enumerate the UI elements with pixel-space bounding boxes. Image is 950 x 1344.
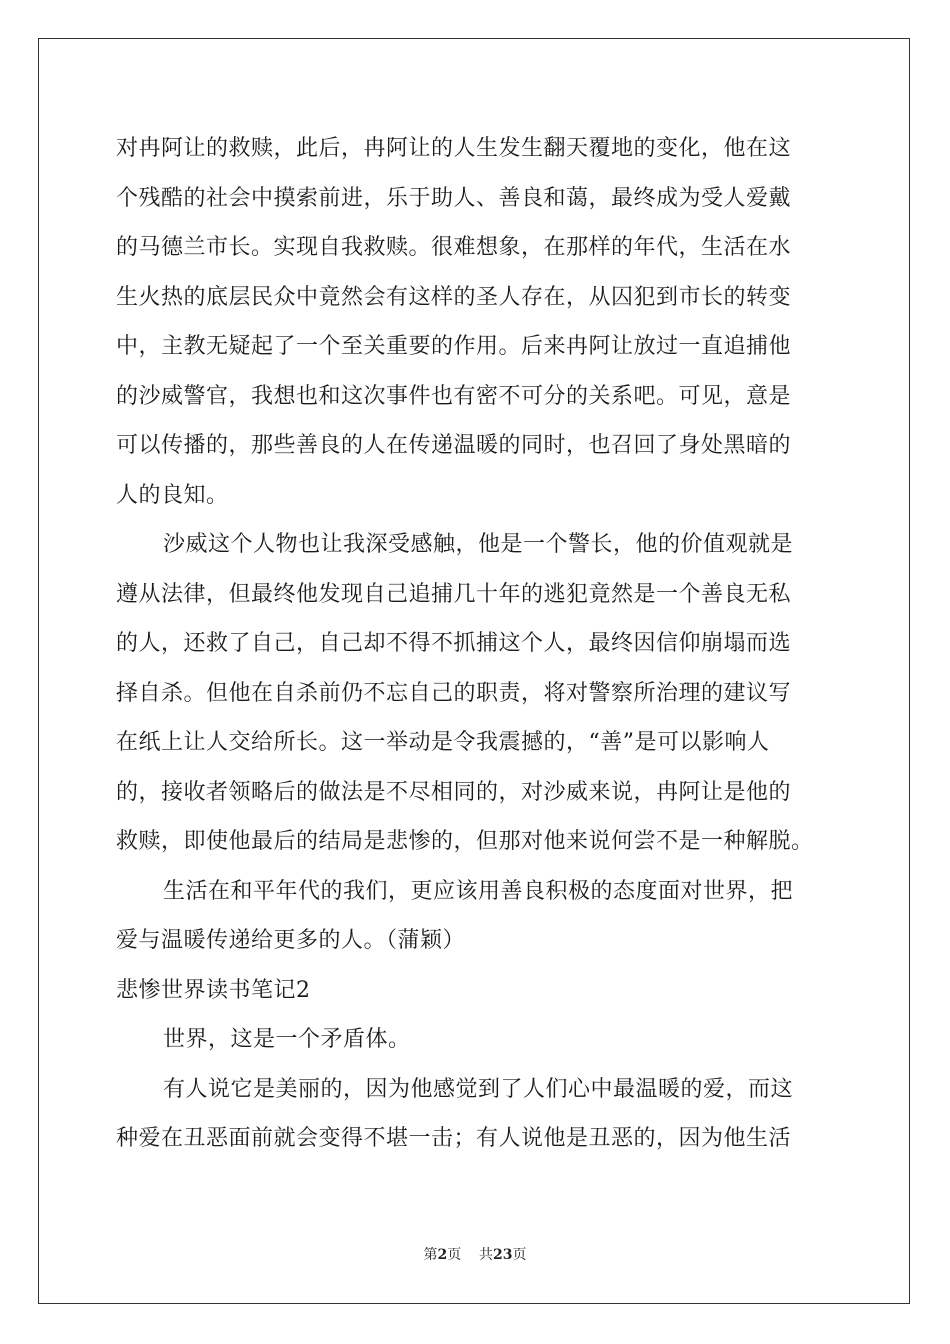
text-line: 择自杀。但他在自杀前仍不忘自己的职责，将对警察所治理的建议写 <box>116 680 792 706</box>
page-prefix: 第 <box>423 1247 438 1263</box>
total-pages: 23 <box>493 1247 513 1263</box>
text-line: 生火热的底层民众中竟然会有这样的圣人存在，从囚犯到市长的转变 <box>116 284 792 310</box>
text-line: 有人说它是美丽的，因为他感觉到了人们心中最温暖的爱，而这 <box>163 1076 794 1102</box>
text-line: 个残酷的社会中摸索前进，乐于助人、善良和蔼，最终成为受人爱戴 <box>116 185 792 211</box>
text-line: 对冉阿让的救赎，此后，冉阿让的人生发生翻天覆地的变化，他在这 <box>116 136 792 161</box>
total-suffix: 页 <box>512 1247 527 1263</box>
text-line: 遵从法律，但最终他发现自己追捕几十年的逃犯竟然是一个善良无私 <box>116 581 792 607</box>
page-number: 2 <box>437 1247 448 1263</box>
text-line: 沙威这个人物也让我深受感触，他是一个警长，他的价值观就是 <box>163 532 794 557</box>
text-line: 救赎，即使他最后的结局是悲惨的，但那对他来说何尝不是一种解脱。 <box>116 829 814 854</box>
text-line: 的沙威警官，我想也和这次事件也有密不可分的关系吧。可见，意是 <box>116 383 792 409</box>
text-line: 生活在和平年代的我们，更应该用善良积极的态度面对世界，把 <box>163 878 794 904</box>
text-line: 爱与温暖传递给更多的人。（蒲颖） <box>116 928 466 953</box>
page-suffix: 页 <box>447 1247 462 1263</box>
text-line: 中，主教无疑起了一个至关重要的作用。后来冉阿让放过一直追捕他 <box>116 334 792 359</box>
total-prefix: 共 <box>479 1247 494 1263</box>
text-line: 世界，这是一个矛盾体。 <box>163 1027 411 1052</box>
document-body <box>116 124 836 1164</box>
text-line: 的，接收者领略后的做法是不尽相同的，对沙威来说，冉阿让是他的 <box>116 779 792 805</box>
page-footer <box>0 1244 950 1264</box>
text-line: 种爱在丑恶面前就会变得不堪一击；有人说他是丑恶的，因为他生活 <box>116 1126 792 1151</box>
text-line: 的人，还救了自己，自己却不得不抓捕这个人，最终因信仰崩塌而选 <box>116 631 792 656</box>
text-line: 在纸上让人交给所长。这一举动是令我震撼的，“善”是可以影响人 <box>116 730 770 755</box>
text-line: 人的良知。 <box>116 482 229 508</box>
text-line: 的马德兰市长。实现自我救赎。很难想象，在那样的年代，生活在水 <box>116 235 792 260</box>
text-line: 可以传播的，那些善良的人在传递温暖的同时，也召回了身处黑暗的 <box>116 433 792 458</box>
text-line: 悲惨世界读书笔记2 <box>116 977 311 1003</box>
